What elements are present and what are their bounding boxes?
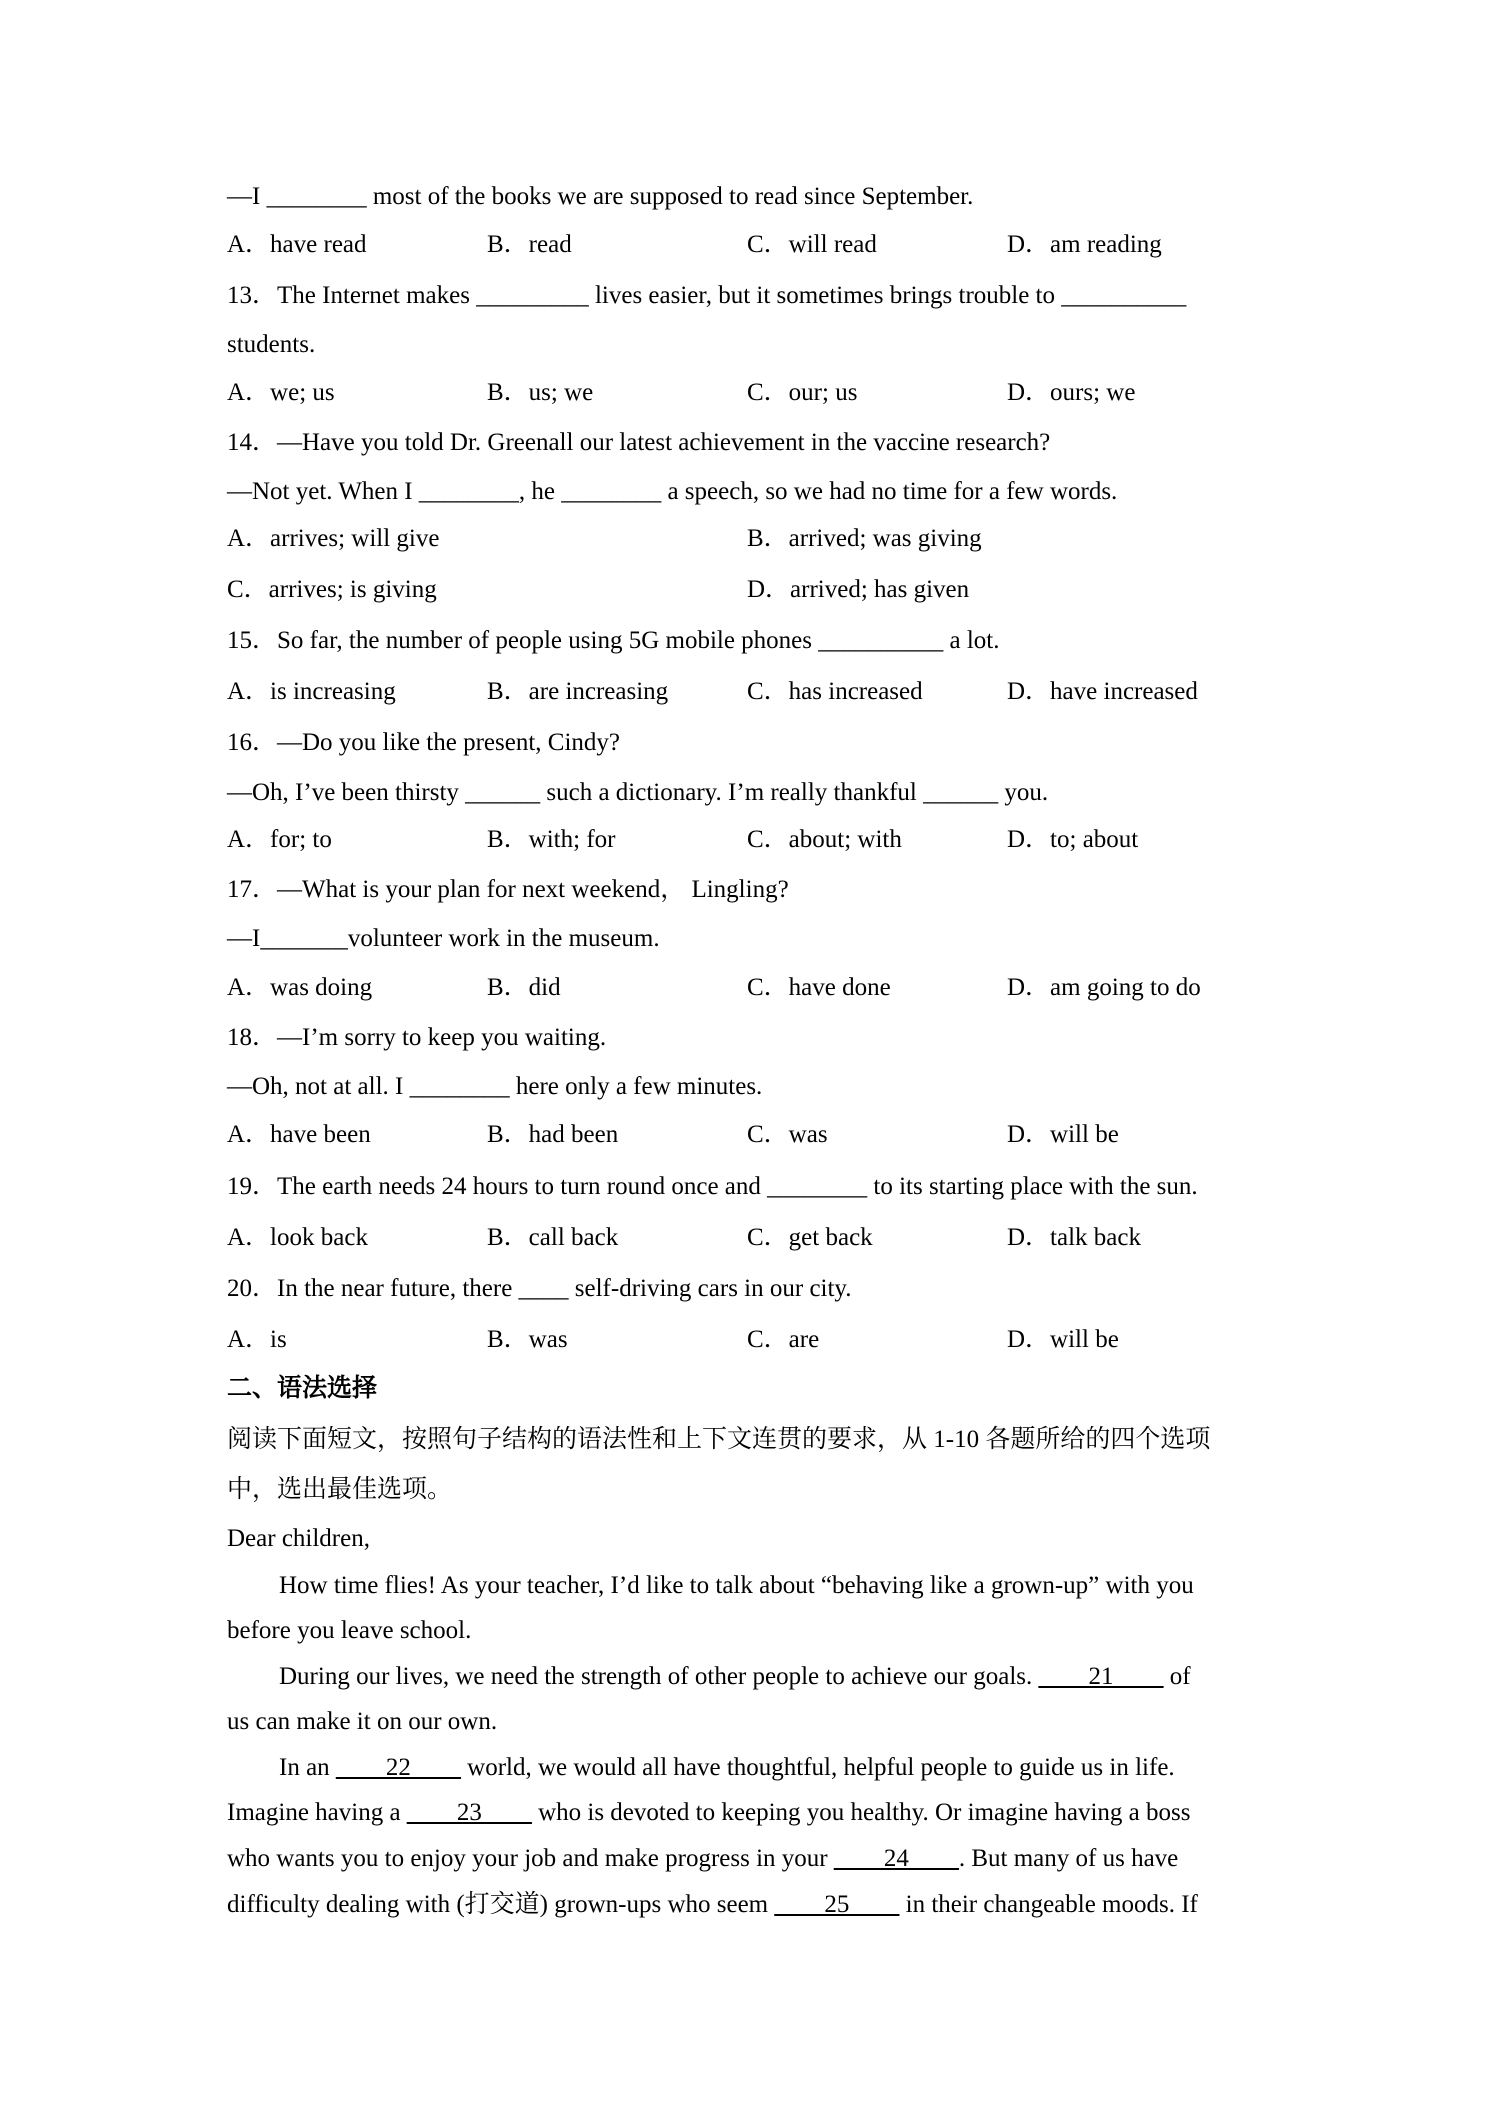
section-instruction: 阅读下面短文，按照句子结构的语法性和上下文连贯的要求，从 1-10 各题所给的四个选项 — [227, 1426, 1211, 1453]
q16-option-d: D．to; about — [1007, 826, 1139, 853]
section-instruction-cont: 中，选出最佳选项。 — [227, 1476, 453, 1503]
q15-option-b: B．are increasing — [487, 678, 669, 705]
paragraph-3-line-3-end: . But many of us have — [958, 1845, 1179, 1872]
q18-stem-cont: —Oh, not at all. I ________ here only a few minutes. — [227, 1073, 763, 1100]
q12-option-d: D．am reading — [1007, 231, 1162, 258]
q15-option-c: C．has increased — [747, 678, 923, 705]
q16-option-b: B．with; for — [487, 826, 616, 853]
blank-23: ____23____ — [406, 1799, 532, 1826]
q17-stem: 17．—What is your plan for next weekend， Lingling? — [227, 876, 789, 903]
paragraph-3-text: In an — [279, 1754, 336, 1781]
paragraph-3-line-4-end: in their changeable moods. If — [899, 1891, 1198, 1918]
q13-option-b: B．us; we — [487, 379, 594, 406]
q14-stem-cont: —Not yet. When I ________, he ________ a speech, so we had no time for a few words. — [227, 478, 1118, 505]
q18-option-a: A．have been — [227, 1121, 371, 1148]
q15-option-a: A．is increasing — [227, 678, 396, 705]
q17-stem-cont: —I_______volunteer work in the museum. — [227, 925, 660, 952]
paragraph-3-line-3-text: who wants you to enjoy your job and make progress in your — [227, 1845, 834, 1872]
blank-24: ____24____ — [833, 1845, 959, 1872]
q19-option-b: B．call back — [487, 1224, 619, 1251]
q13-stem: 13．The Internet makes _________ lives easier, but it sometimes brings trouble to __________ — [227, 282, 1187, 309]
q19-option-a: A．look back — [227, 1224, 368, 1251]
q12-stem: —I ________ most of the books we are supposed to read since September. — [227, 183, 974, 210]
paragraph-2-text-end: of — [1163, 1663, 1191, 1690]
paragraph-1-cont: before you leave school. — [227, 1617, 472, 1644]
q13-option-d: D．ours; we — [1007, 379, 1136, 406]
q17-option-b: B．did — [487, 974, 561, 1001]
q20-option-b: B．was — [487, 1326, 568, 1353]
paragraph-2 — [279, 1660, 1191, 1694]
q12-option-c: C．will read — [747, 231, 877, 258]
q20-option-a: A．is — [227, 1326, 287, 1353]
q14-option-b: B．arrived; was giving — [747, 525, 982, 552]
q16-option-a: A．for; to — [227, 826, 332, 853]
q15-option-d: D．have increased — [1007, 678, 1198, 705]
paragraph-3-line-2-end: who is devoted to keeping you healthy. Or imagine having a boss — [531, 1799, 1191, 1826]
q13-option-a: A．we; us — [227, 379, 335, 406]
q12-option-a: A．have read — [227, 231, 367, 258]
paragraph-2-text: During our lives, we need the strength of other people to achieve our goals. — [279, 1663, 1039, 1690]
q19-stem: 19．The earth needs 24 hours to turn round once and ________ to its starting place with the sun. — [227, 1173, 1198, 1200]
paragraph-3-line-2 — [227, 1796, 1190, 1830]
q18-option-c: C．was — [747, 1121, 828, 1148]
paragraph-3 — [279, 1751, 1175, 1785]
paragraph-2-cont: us can make it on our own. — [227, 1708, 498, 1735]
q13-option-c: C．our; us — [747, 379, 858, 406]
paragraph-3-line-2-text: Imagine having a — [227, 1799, 407, 1826]
section-heading: 二、语法选择 — [227, 1375, 378, 1402]
q20-option-c: C．are — [747, 1326, 820, 1353]
q14-option-d: D．arrived; has given — [747, 576, 970, 603]
q14-option-a: A．arrives; will give — [227, 525, 440, 552]
q18-stem: 18．—I’m sorry to keep you waiting. — [227, 1024, 607, 1051]
q16-option-c: C．about; with — [747, 826, 902, 853]
q16-stem-cont: —Oh, I’ve been thirsty ______ such a dictionary. I’m really thankful ______ you. — [227, 779, 1049, 806]
blank-22: ____22____ — [335, 1754, 461, 1781]
q19-option-d: D．talk back — [1007, 1224, 1141, 1251]
q14-stem: 14．—Have you told Dr. Greenall our latest achievement in the vaccine research? — [227, 429, 1051, 456]
q20-option-d: D．will be — [1007, 1326, 1119, 1353]
q12-option-b: B．read — [487, 231, 572, 258]
blank-21: ____21____ — [1038, 1663, 1164, 1690]
paragraph-3-line-4-text: difficulty dealing with (打交道) grown-ups who seem — [227, 1891, 775, 1918]
q17-option-c: C．have done — [747, 974, 891, 1001]
q18-option-b: B．had been — [487, 1121, 619, 1148]
q14-option-c: C．arrives; is giving — [227, 576, 437, 603]
q19-option-c: C．get back — [747, 1224, 873, 1251]
paragraph-3-text-end: world, we would all have thoughtful, helpful people to guide us in life. — [460, 1754, 1175, 1781]
paragraph-3-line-3 — [227, 1842, 1178, 1876]
q13-stem-cont: students. — [227, 331, 316, 358]
q15-stem: 15．So far, the number of people using 5G mobile phones __________ a lot. — [227, 627, 1000, 654]
q18-option-d: D．will be — [1007, 1121, 1119, 1148]
q16-stem: 16．—Do you like the present, Cindy? — [227, 729, 620, 756]
paragraph-3-line-4 — [227, 1888, 1198, 1922]
blank-25: ____25____ — [774, 1891, 900, 1918]
letter-salutation: Dear children, — [227, 1525, 370, 1552]
paragraph-1: How time flies! As your teacher, I’d like to talk about “behaving like a grown-up” with you — [279, 1572, 1194, 1599]
q17-option-d: D．am going to do — [1007, 974, 1201, 1001]
q20-stem: 20．In the near future, there ____ self-driving cars in our city. — [227, 1275, 852, 1302]
q17-option-a: A．was doing — [227, 974, 373, 1001]
